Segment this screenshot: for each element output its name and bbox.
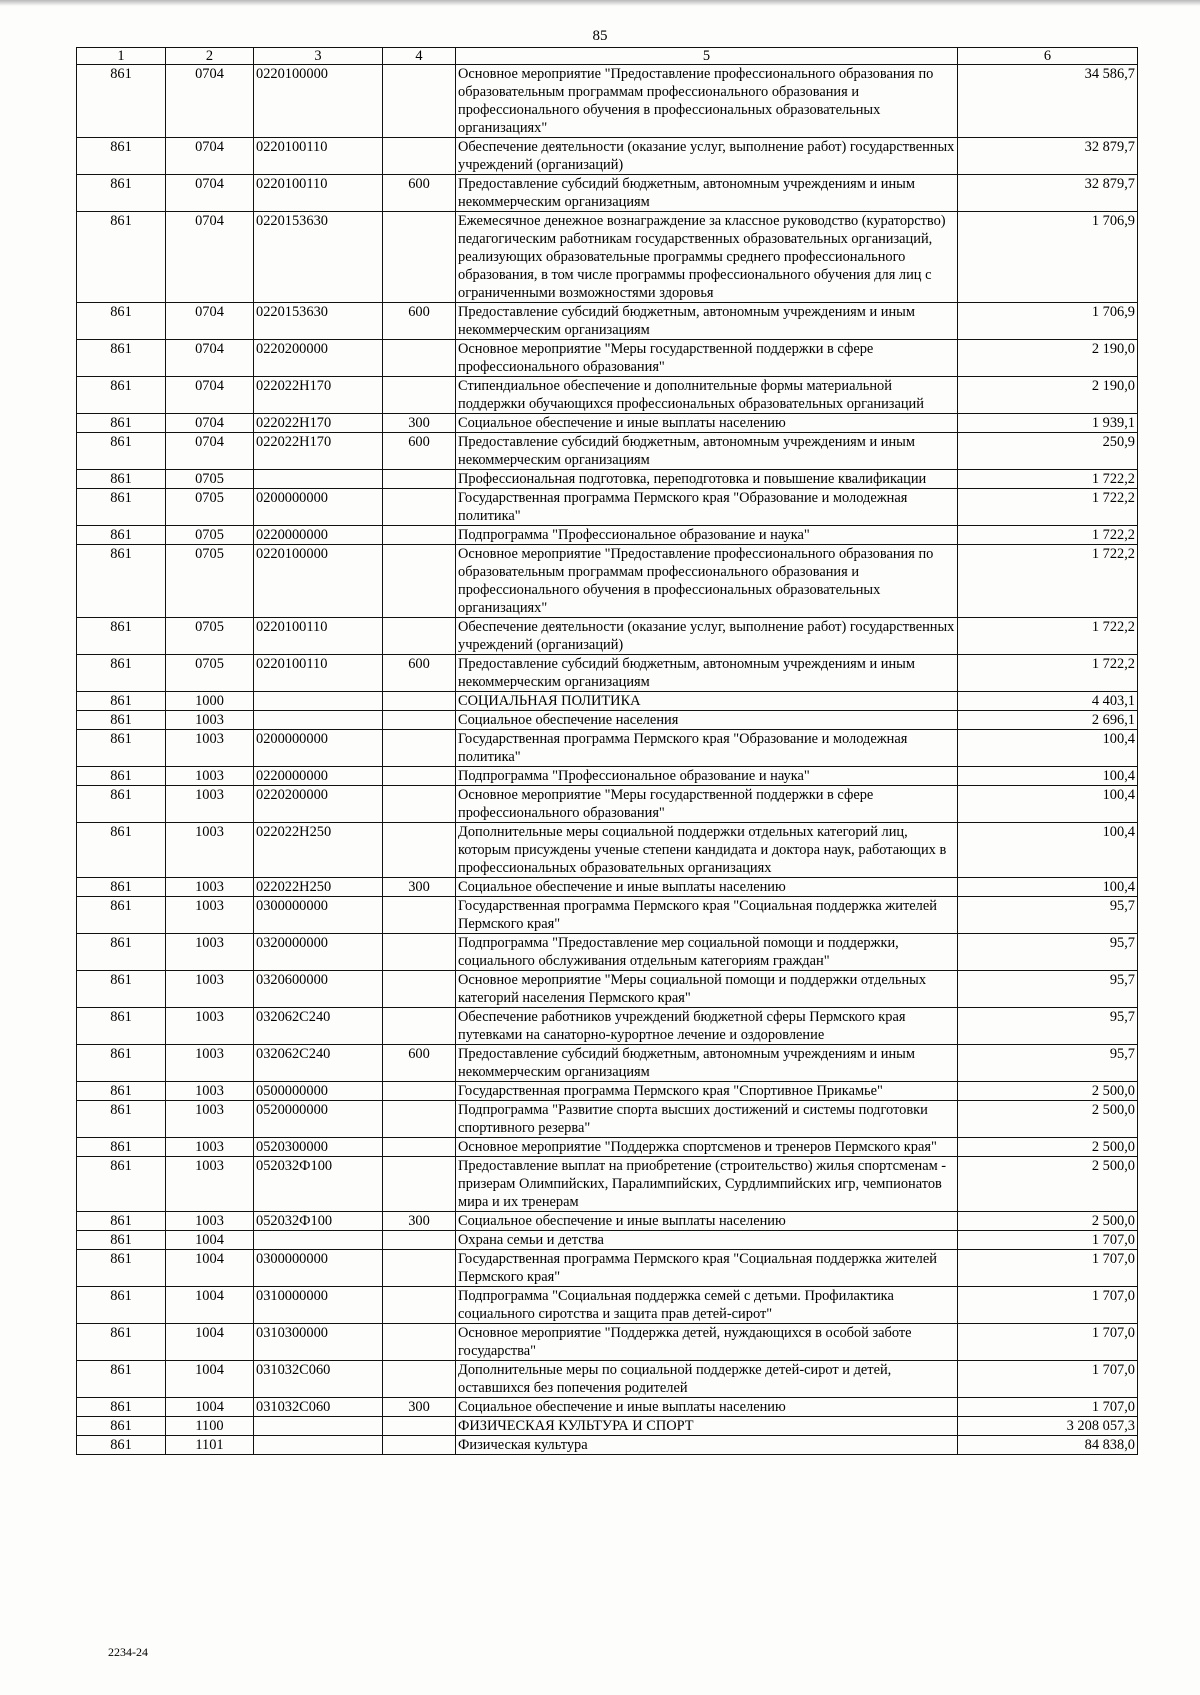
amount: 1 722,2 — [958, 618, 1138, 655]
amount: 95,7 — [958, 934, 1138, 971]
target-article-code: 0200000000 — [254, 730, 383, 767]
item-name: Обеспечение деятельности (оказание услуг, выполнение работ) государственных учреждений (организаций) — [456, 138, 958, 175]
item-name: Основное мероприятие "Поддержка детей, нуждающихся в особой заботе государства" — [456, 1324, 958, 1361]
ministry-code: 861 — [77, 730, 166, 767]
section-code: 0705 — [166, 526, 254, 545]
ministry-code: 861 — [77, 65, 166, 138]
target-article-code — [254, 711, 383, 730]
expense-type-code — [383, 1361, 456, 1398]
section-code: 1003 — [166, 971, 254, 1008]
ministry-code: 861 — [77, 489, 166, 526]
amount: 3 208 057,3 — [958, 1417, 1138, 1436]
item-name: Подпрограмма "Профессиональное образование и наука" — [456, 767, 958, 786]
amount: 250,9 — [958, 433, 1138, 470]
table-row — [77, 1361, 1138, 1398]
budget-table — [76, 47, 1138, 1455]
table-row — [77, 1250, 1138, 1287]
amount: 1 707,0 — [958, 1250, 1138, 1287]
ministry-code: 861 — [77, 1212, 166, 1231]
expense-type-code: 600 — [383, 303, 456, 340]
amount: 34 586,7 — [958, 65, 1138, 138]
expense-type-code: 600 — [383, 655, 456, 692]
target-article-code: 0200000000 — [254, 489, 383, 526]
section-code: 1003 — [166, 934, 254, 971]
header-row — [77, 48, 1138, 65]
target-article-code: 052032Ф100 — [254, 1212, 383, 1231]
section-code: 0704 — [166, 377, 254, 414]
ministry-code: 861 — [77, 711, 166, 730]
ministry-code: 861 — [77, 303, 166, 340]
table-row — [77, 711, 1138, 730]
ministry-code: 861 — [77, 1250, 166, 1287]
expense-type-code: 300 — [383, 414, 456, 433]
amount: 100,4 — [958, 786, 1138, 823]
expense-type-code: 300 — [383, 878, 456, 897]
ministry-code: 861 — [77, 470, 166, 489]
table-row — [77, 1231, 1138, 1250]
section-code: 0704 — [166, 138, 254, 175]
section-code: 1101 — [166, 1436, 254, 1455]
expense-type-code — [383, 786, 456, 823]
item-name: Предоставление выплат на приобретение (строительство) жилья спортсменам - призерам Олимпийских, Паралимпийских, Сурдлимпийских игр, чемпионатов мира и их тренерам — [456, 1157, 958, 1212]
section-code: 1003 — [166, 1082, 254, 1101]
ministry-code: 861 — [77, 692, 166, 711]
item-name: Предоставление субсидий бюджетным, автономным учреждениям и иным некоммерческим организациям — [456, 175, 958, 212]
item-name: Предоставление субсидий бюджетным, автономным учреждениям и иным некоммерческим организациям — [456, 303, 958, 340]
section-code: 0704 — [166, 303, 254, 340]
item-name: Подпрограмма "Социальная поддержка семей с детьми. Профилактика социального сиротства и защита прав детей-сирот" — [456, 1287, 958, 1324]
ministry-code: 861 — [77, 138, 166, 175]
table-row — [77, 1008, 1138, 1045]
item-name: Основное мероприятие "Меры государственной поддержки в сфере профессионального образования" — [456, 786, 958, 823]
amount: 84 838,0 — [958, 1436, 1138, 1455]
table-row — [77, 786, 1138, 823]
amount: 2 500,0 — [958, 1082, 1138, 1101]
ministry-code: 861 — [77, 433, 166, 470]
ministry-code: 861 — [77, 1082, 166, 1101]
item-name: Обеспечение работников учреждений бюджетной сферы Пермского края путевками на санаторно-курортное лечение и оздоровление — [456, 1008, 958, 1045]
target-article-code: 0220200000 — [254, 340, 383, 377]
table-row — [77, 1212, 1138, 1231]
table-row — [77, 1324, 1138, 1361]
amount: 95,7 — [958, 1045, 1138, 1082]
item-name: Социальное обеспечение и иные выплаты населению — [456, 1212, 958, 1231]
expense-type-code — [383, 340, 456, 377]
table-row — [77, 1082, 1138, 1101]
item-name: Стипендиальное обеспечение и дополнительные формы материальной поддержки обучающихся профессиональных образовательных организаций — [456, 377, 958, 414]
section-code: 0704 — [166, 65, 254, 138]
col-header-2: 2 — [166, 48, 254, 65]
target-article-code: 0300000000 — [254, 897, 383, 934]
item-name: Основное мероприятие "Предоставление профессионального образования по образовательным программам профессионального образования и профессионального обучения в профессиональных образовательных организациях" — [456, 545, 958, 618]
item-name: Ежемесячное денежное вознаграждение за классное руководство (кураторство) педагогическим работникам государственных образовательных организаций, реализующих образовательные программы среднего профессионального образования, в том числе программы профессионального обучения для лиц с ограниченными возможностями здоровья — [456, 212, 958, 303]
amount: 1 722,2 — [958, 489, 1138, 526]
target-article-code — [254, 692, 383, 711]
table-row — [77, 897, 1138, 934]
section-code: 1003 — [166, 897, 254, 934]
table-row — [77, 138, 1138, 175]
amount: 2 190,0 — [958, 377, 1138, 414]
expense-type-code — [383, 138, 456, 175]
target-article-code: 0220100110 — [254, 655, 383, 692]
target-article-code: 032062С240 — [254, 1008, 383, 1045]
item-name: Государственная программа Пермского края "Социальная поддержка жителей Пермского края" — [456, 1250, 958, 1287]
item-name: Профессиональная подготовка, переподготовка и повышение квалификации — [456, 470, 958, 489]
target-article-code: 0220100110 — [254, 138, 383, 175]
item-name: Предоставление субсидий бюджетным, автономным учреждениям и иным некоммерческим организациям — [456, 433, 958, 470]
section-code: 0704 — [166, 340, 254, 377]
amount: 1 706,9 — [958, 212, 1138, 303]
table-row — [77, 1138, 1138, 1157]
target-article-code: 022022Н170 — [254, 377, 383, 414]
ministry-code: 861 — [77, 1361, 166, 1398]
item-name: Подпрограмма "Профессиональное образование и наука" — [456, 526, 958, 545]
target-article-code — [254, 1231, 383, 1250]
amount: 95,7 — [958, 1008, 1138, 1045]
item-name: Дополнительные меры социальной поддержки отдельных категорий лиц, которым присуждены ученые степени кандидата и доктора наук, работающих в профессиональных образовательных организациях — [456, 823, 958, 878]
table-row — [77, 489, 1138, 526]
table-row — [77, 212, 1138, 303]
amount: 100,4 — [958, 823, 1138, 878]
item-name: Социальное обеспечение населения — [456, 711, 958, 730]
amount: 1 939,1 — [958, 414, 1138, 433]
ministry-code: 861 — [77, 414, 166, 433]
table-row — [77, 545, 1138, 618]
expense-type-code — [383, 1324, 456, 1361]
section-code: 0705 — [166, 489, 254, 526]
section-code: 1004 — [166, 1287, 254, 1324]
section-code: 1003 — [166, 730, 254, 767]
expense-type-code — [383, 692, 456, 711]
item-name: Основное мероприятие "Меры социальной помощи и поддержки отдельных категорий населения Пермского края" — [456, 971, 958, 1008]
expense-type-code: 300 — [383, 1398, 456, 1417]
ministry-code: 861 — [77, 1417, 166, 1436]
section-code: 1004 — [166, 1361, 254, 1398]
expense-type-code: 600 — [383, 433, 456, 470]
expense-type-code — [383, 1082, 456, 1101]
ministry-code: 861 — [77, 1398, 166, 1417]
ministry-code: 861 — [77, 1045, 166, 1082]
table-row — [77, 65, 1138, 138]
ministry-code: 861 — [77, 897, 166, 934]
section-code: 1004 — [166, 1324, 254, 1361]
expense-type-code — [383, 934, 456, 971]
table-row — [77, 414, 1138, 433]
ministry-code: 861 — [77, 1436, 166, 1455]
ministry-code: 861 — [77, 545, 166, 618]
table-row — [77, 470, 1138, 489]
target-article-code: 022022Н250 — [254, 878, 383, 897]
table-row — [77, 433, 1138, 470]
table-row — [77, 303, 1138, 340]
table-row — [77, 655, 1138, 692]
section-code: 1003 — [166, 823, 254, 878]
table-row — [77, 1287, 1138, 1324]
table-row — [77, 692, 1138, 711]
target-article-code: 022022Н170 — [254, 414, 383, 433]
col-header-5: 5 — [456, 48, 958, 65]
expense-type-code — [383, 1101, 456, 1138]
ministry-code: 861 — [77, 1324, 166, 1361]
ministry-code: 861 — [77, 823, 166, 878]
section-code: 1003 — [166, 1138, 254, 1157]
expense-type-code — [383, 897, 456, 934]
item-name: Государственная программа Пермского края "Спортивное Прикамье" — [456, 1082, 958, 1101]
amount: 95,7 — [958, 971, 1138, 1008]
item-name: Социальное обеспечение и иные выплаты населению — [456, 1398, 958, 1417]
item-name: Государственная программа Пермского края "Образование и молодежная политика" — [456, 730, 958, 767]
table-row — [77, 1045, 1138, 1082]
ministry-code: 861 — [77, 1101, 166, 1138]
expense-type-code — [383, 1231, 456, 1250]
col-header-6: 6 — [958, 48, 1138, 65]
table-row — [77, 175, 1138, 212]
ministry-code: 861 — [77, 526, 166, 545]
section-code: 0705 — [166, 618, 254, 655]
amount: 2 500,0 — [958, 1212, 1138, 1231]
ministry-code: 861 — [77, 1231, 166, 1250]
expense-type-code — [383, 711, 456, 730]
target-article-code: 0320000000 — [254, 934, 383, 971]
expense-type-code: 300 — [383, 1212, 456, 1231]
item-name: Основное мероприятие "Меры государственной поддержки в сфере профессионального образования" — [456, 340, 958, 377]
ministry-code: 861 — [77, 340, 166, 377]
footer-code: 2234-24 — [108, 1645, 148, 1659]
table-row — [77, 730, 1138, 767]
table-row — [77, 1398, 1138, 1417]
ministry-code: 861 — [77, 1138, 166, 1157]
amount: 1 722,2 — [958, 655, 1138, 692]
expense-type-code — [383, 212, 456, 303]
ministry-code: 861 — [77, 618, 166, 655]
amount: 32 879,7 — [958, 138, 1138, 175]
expense-type-code — [383, 377, 456, 414]
item-name: Государственная программа Пермского края "Социальная поддержка жителей Пермского края" — [456, 897, 958, 934]
section-code: 1000 — [166, 692, 254, 711]
target-article-code: 022022Н170 — [254, 433, 383, 470]
expense-type-code — [383, 545, 456, 618]
expense-type-code — [383, 489, 456, 526]
section-code: 1100 — [166, 1417, 254, 1436]
target-article-code: 0520000000 — [254, 1101, 383, 1138]
amount: 1 722,2 — [958, 545, 1138, 618]
expense-type-code — [383, 730, 456, 767]
item-name: Предоставление субсидий бюджетным, автономным учреждениям и иным некоммерческим организациям — [456, 655, 958, 692]
amount: 1 707,0 — [958, 1231, 1138, 1250]
expense-type-code: 600 — [383, 1045, 456, 1082]
expense-type-code — [383, 1008, 456, 1045]
item-name: Подпрограмма "Предоставление мер социальной помощи и поддержки, социального обслуживания отдельным категориям граждан" — [456, 934, 958, 971]
ministry-code: 861 — [77, 1287, 166, 1324]
table-row — [77, 526, 1138, 545]
expense-type-code — [383, 823, 456, 878]
item-name: Социальное обеспечение и иные выплаты населению — [456, 414, 958, 433]
target-article-code: 0310300000 — [254, 1324, 383, 1361]
section-code: 0704 — [166, 433, 254, 470]
table-row — [77, 377, 1138, 414]
section-code: 1003 — [166, 711, 254, 730]
item-name: Обеспечение деятельности (оказание услуг, выполнение работ) государственных учреждений (организаций) — [456, 618, 958, 655]
amount: 1 722,2 — [958, 470, 1138, 489]
section-code: 1003 — [166, 786, 254, 823]
section-code: 1004 — [166, 1231, 254, 1250]
expense-type-code — [383, 971, 456, 1008]
table-row — [77, 767, 1138, 786]
section-code: 1003 — [166, 767, 254, 786]
expense-type-code — [383, 618, 456, 655]
col-header-1: 1 — [77, 48, 166, 65]
ministry-code: 861 — [77, 971, 166, 1008]
expense-type-code — [383, 767, 456, 786]
amount: 2 500,0 — [958, 1101, 1138, 1138]
ministry-code: 861 — [77, 934, 166, 971]
table-row — [77, 878, 1138, 897]
expense-type-code — [383, 1417, 456, 1436]
amount: 1 707,0 — [958, 1398, 1138, 1417]
item-name: Основное мероприятие "Поддержка спортсменов и тренеров Пермского края" — [456, 1138, 958, 1157]
section-code: 0705 — [166, 545, 254, 618]
amount: 1 707,0 — [958, 1324, 1138, 1361]
section-code: 1003 — [166, 1008, 254, 1045]
amount: 32 879,7 — [958, 175, 1138, 212]
target-article-code: 0310000000 — [254, 1287, 383, 1324]
table-row — [77, 618, 1138, 655]
amount: 100,4 — [958, 730, 1138, 767]
expense-type-code — [383, 65, 456, 138]
table-row — [77, 971, 1138, 1008]
target-article-code: 0220000000 — [254, 767, 383, 786]
table-row — [77, 823, 1138, 878]
item-name: Основное мероприятие "Предоставление профессионального образования по образовательным программам профессионального образования и профессионального обучения в профессиональных образовательных организациях" — [456, 65, 958, 138]
section-code: 1003 — [166, 1157, 254, 1212]
target-article-code: 0220200000 — [254, 786, 383, 823]
target-article-code: 0220100000 — [254, 545, 383, 618]
target-article-code: 032062С240 — [254, 1045, 383, 1082]
amount: 2 190,0 — [958, 340, 1138, 377]
target-article-code — [254, 1436, 383, 1455]
target-article-code: 0220153630 — [254, 212, 383, 303]
amount: 1 722,2 — [958, 526, 1138, 545]
expense-type-code — [383, 1138, 456, 1157]
table-row — [77, 1157, 1138, 1212]
amount: 1 707,0 — [958, 1361, 1138, 1398]
ministry-code: 861 — [77, 655, 166, 692]
table-row — [77, 1101, 1138, 1138]
section-code: 0705 — [166, 470, 254, 489]
target-article-code: 0220100000 — [254, 65, 383, 138]
item-name: Физическая культура — [456, 1436, 958, 1455]
target-article-code: 031032С060 — [254, 1361, 383, 1398]
page-number: 85 — [592, 28, 608, 44]
item-name: Социальное обеспечение и иные выплаты населению — [456, 878, 958, 897]
amount: 4 403,1 — [958, 692, 1138, 711]
amount: 1 706,9 — [958, 303, 1138, 340]
ministry-code: 861 — [77, 878, 166, 897]
item-name: Государственная программа Пермского края "Образование и молодежная политика" — [456, 489, 958, 526]
table-row — [77, 934, 1138, 971]
expense-type-code — [383, 1157, 456, 1212]
ministry-code: 861 — [77, 175, 166, 212]
amount: 2 500,0 — [958, 1138, 1138, 1157]
target-article-code: 0520300000 — [254, 1138, 383, 1157]
section-code: 0704 — [166, 175, 254, 212]
section-code: 0704 — [166, 414, 254, 433]
expense-type-code — [383, 526, 456, 545]
target-article-code: 0500000000 — [254, 1082, 383, 1101]
target-article-code: 052032Ф100 — [254, 1157, 383, 1212]
section-code: 1004 — [166, 1398, 254, 1417]
table-row — [77, 1436, 1138, 1455]
target-article-code: 0220100110 — [254, 618, 383, 655]
col-header-3: 3 — [254, 48, 383, 65]
item-name: Охрана семьи и детства — [456, 1231, 958, 1250]
expense-type-code — [383, 470, 456, 489]
target-article-code: 0300000000 — [254, 1250, 383, 1287]
ministry-code: 861 — [77, 786, 166, 823]
section-code: 0705 — [166, 655, 254, 692]
expense-type-code — [383, 1250, 456, 1287]
ministry-code: 861 — [77, 1157, 166, 1212]
amount: 95,7 — [958, 897, 1138, 934]
target-article-code: 0320600000 — [254, 971, 383, 1008]
section-code: 1004 — [166, 1250, 254, 1287]
item-name: Предоставление субсидий бюджетным, автономным учреждениям и иным некоммерческим организациям — [456, 1045, 958, 1082]
table-row — [77, 340, 1138, 377]
item-name: СОЦИАЛЬНАЯ ПОЛИТИКА — [456, 692, 958, 711]
section-code: 1003 — [166, 1101, 254, 1138]
item-name: Подпрограмма "Развитие спорта высших достижений и системы подготовки спортивного резерва" — [456, 1101, 958, 1138]
expense-type-code: 600 — [383, 175, 456, 212]
section-code: 0704 — [166, 212, 254, 303]
ministry-code: 861 — [77, 1008, 166, 1045]
expense-type-code — [383, 1287, 456, 1324]
amount: 2 500,0 — [958, 1157, 1138, 1212]
ministry-code: 861 — [77, 212, 166, 303]
amount: 100,4 — [958, 878, 1138, 897]
amount: 100,4 — [958, 767, 1138, 786]
ministry-code: 861 — [77, 377, 166, 414]
section-code: 1003 — [166, 1212, 254, 1231]
target-article-code: 0220100110 — [254, 175, 383, 212]
target-article-code: 031032С060 — [254, 1398, 383, 1417]
table-row — [77, 1417, 1138, 1436]
scan-top-edge — [0, 0, 1200, 6]
section-code: 1003 — [166, 1045, 254, 1082]
target-article-code — [254, 470, 383, 489]
item-name: ФИЗИЧЕСКАЯ КУЛЬТУРА И СПОРТ — [456, 1417, 958, 1436]
target-article-code: 0220153630 — [254, 303, 383, 340]
amount: 2 696,1 — [958, 711, 1138, 730]
target-article-code — [254, 1417, 383, 1436]
target-article-code: 0220000000 — [254, 526, 383, 545]
col-header-4: 4 — [383, 48, 456, 65]
amount: 1 707,0 — [958, 1287, 1138, 1324]
section-code: 1003 — [166, 878, 254, 897]
expense-type-code — [383, 1436, 456, 1455]
item-name: Дополнительные меры по социальной поддержке детей-сирот и детей, оставшихся без попечения родителей — [456, 1361, 958, 1398]
target-article-code: 022022Н250 — [254, 823, 383, 878]
ministry-code: 861 — [77, 767, 166, 786]
